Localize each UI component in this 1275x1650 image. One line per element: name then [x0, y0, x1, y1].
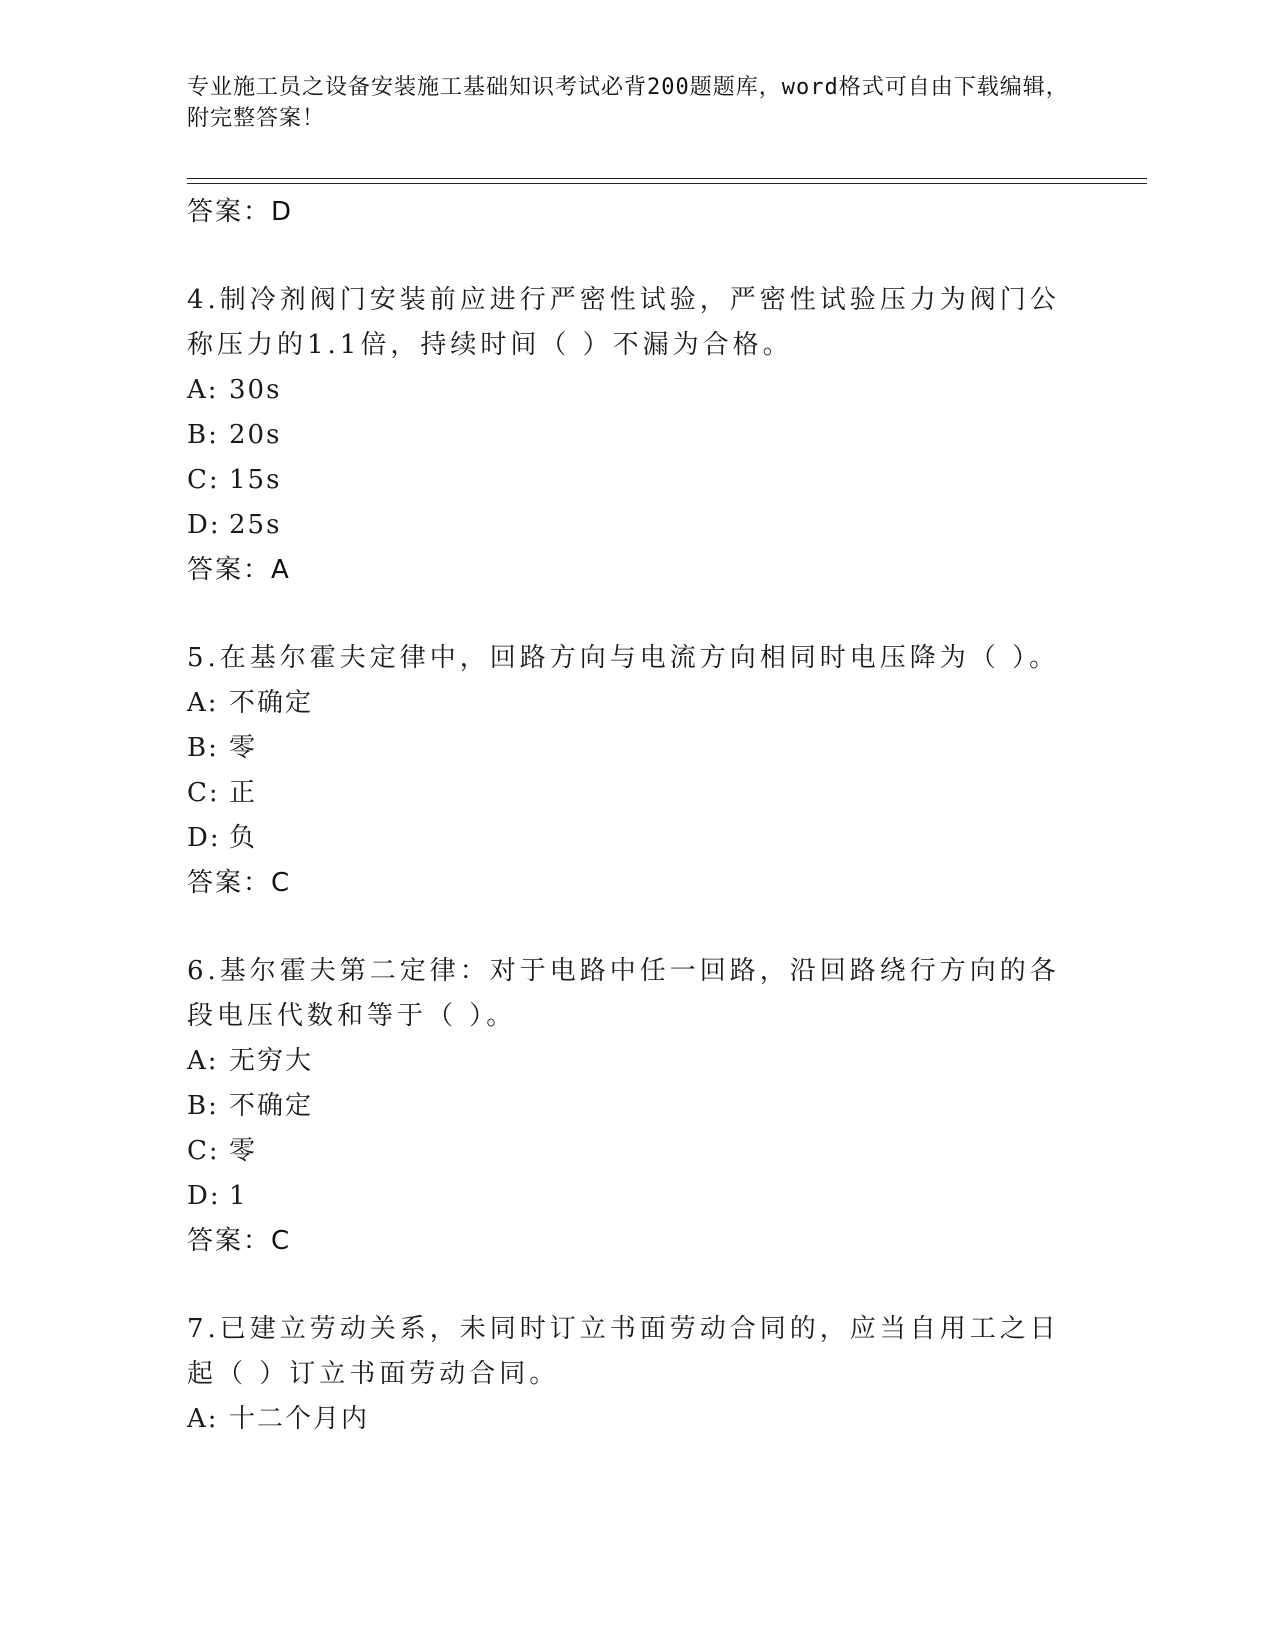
option-b — [187, 726, 1087, 771]
question-block — [187, 1307, 1087, 1442]
option-text: 20s — [229, 420, 282, 450]
question-text: 7.已建立劳动关系，未同时订立书面劳动合同的，应当自用工之日起（ ）订立书面劳动合同。 — [187, 1314, 1060, 1389]
option-d — [187, 503, 1087, 548]
option-text: 不确定 — [229, 688, 314, 718]
option-label: B: — [187, 733, 219, 763]
option-text: 十二个月内 — [229, 1404, 370, 1434]
option-b — [187, 413, 1087, 458]
option-text: 15s — [229, 465, 282, 495]
option-label: C: — [187, 465, 220, 495]
question-content — [187, 190, 1087, 1442]
spacer — [187, 1263, 1087, 1307]
answer-line: 答案：A — [187, 555, 291, 585]
option-text: 25s — [229, 510, 282, 540]
spacer — [187, 234, 1087, 278]
option-c — [187, 458, 1087, 503]
header-divider-bottom — [187, 183, 1147, 184]
option-d — [187, 816, 1087, 861]
option-a — [187, 1039, 1087, 1084]
option-label: A: — [187, 688, 219, 718]
option-d — [187, 1174, 1087, 1219]
answer-line: 答案：C — [187, 868, 292, 898]
option-label: A: — [187, 1046, 219, 1076]
spacer — [187, 592, 1087, 636]
option-text: 30s — [229, 375, 282, 405]
option-label: D: — [187, 1181, 221, 1211]
option-label: C: — [187, 1136, 220, 1166]
document-header-title: 专业施工员之设备安装施工基础知识考试必背200题题库，word格式可自由下载编辑，附完整答案！ — [187, 75, 1069, 131]
question-block — [187, 278, 1087, 592]
option-text: 无穷大 — [229, 1046, 314, 1076]
option-text: 正 — [229, 778, 258, 808]
option-label: A: — [187, 375, 219, 405]
question-block — [187, 949, 1087, 1263]
question-text: 6.基尔霍夫第二定律：对于电路中任一回路，沿回路绕行方向的各段电压代数和等于（ ）。 — [187, 956, 1060, 1031]
question-text: 5.在基尔霍夫定律中，回路方向与电流方向相同时电压降为（ ）。 — [187, 643, 1060, 673]
option-c — [187, 771, 1087, 816]
option-c — [187, 1129, 1087, 1174]
option-text: 零 — [229, 733, 258, 763]
option-a — [187, 368, 1087, 413]
option-label: D: — [187, 823, 221, 853]
header-divider-top — [187, 178, 1147, 179]
option-a — [187, 681, 1087, 726]
question-block — [187, 636, 1087, 905]
option-b — [187, 1084, 1087, 1129]
option-text: 不确定 — [229, 1091, 314, 1121]
answer-line: 答案：D — [187, 197, 294, 227]
option-label: B: — [187, 1091, 219, 1121]
question-text: 4.制冷剂阀门安装前应进行严密性试验，严密性试验压力为阀门公称压力的1.1倍，持续时间（ ）不漏为合格。 — [187, 285, 1060, 360]
option-text: 负 — [229, 823, 258, 853]
option-label: A: — [187, 1404, 219, 1434]
option-label: C: — [187, 778, 220, 808]
spacer — [187, 905, 1087, 949]
option-a — [187, 1397, 1087, 1442]
option-text: 零 — [229, 1136, 258, 1166]
answer-line: 答案：C — [187, 1226, 292, 1256]
option-label: B: — [187, 420, 219, 450]
option-text: 1 — [229, 1181, 248, 1211]
option-label: D: — [187, 510, 221, 540]
